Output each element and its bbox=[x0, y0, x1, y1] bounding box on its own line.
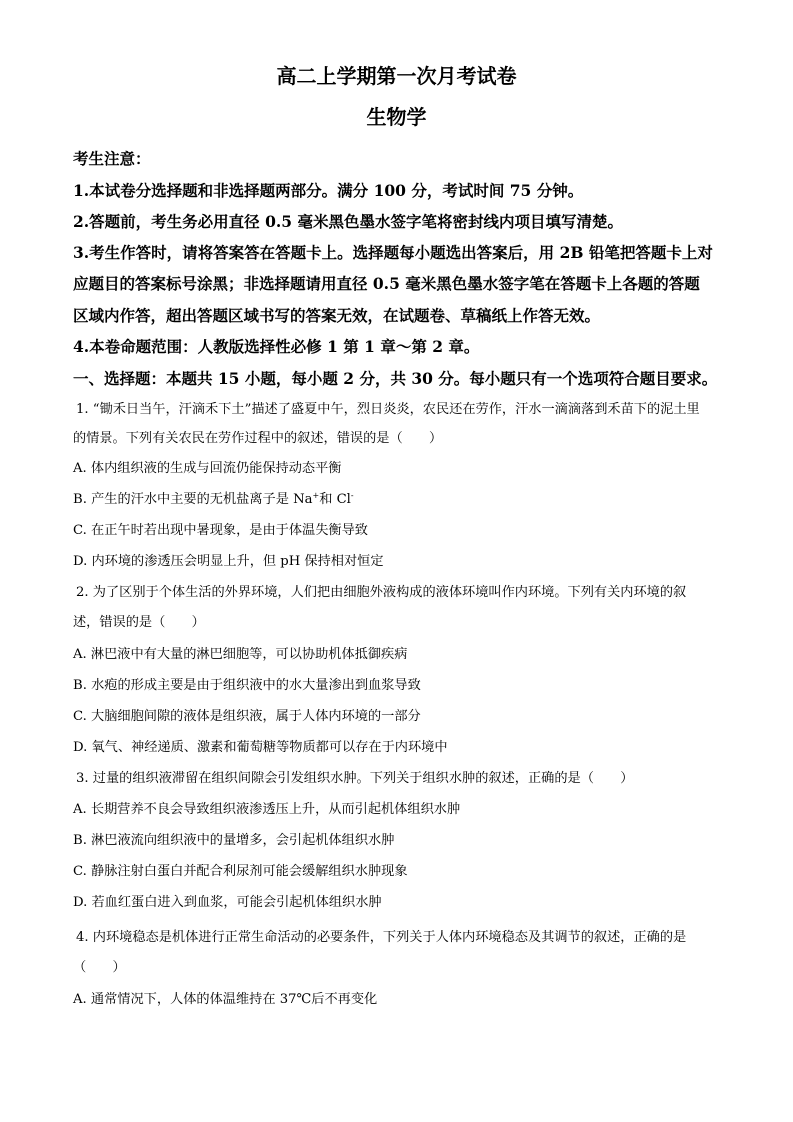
question-4-stem-cont: （ ） bbox=[73, 960, 126, 975]
notice-item-3-cont: 应题目的答案标号涂黑；非选择题请用直径 0.5 毫米黑色墨水签字笔在答题卡上各题的答题 bbox=[73, 274, 700, 293]
question-2-stem-cont: 述，错误的是（ ） bbox=[73, 615, 205, 630]
question-2-option-b: B. 水疱的形成主要是由于组织液中的水大量渗出到血浆导致 bbox=[73, 678, 421, 693]
question-2-option-d: D. 氧气、神经递质、激素和葡萄糖等物质都可以存在于内环境中 bbox=[73, 740, 448, 755]
notice-heading: 考生注意： bbox=[73, 149, 151, 168]
section-heading: 一、选择题：本题共 15 小题，每小题 2 分，共 30 分。每小题只有一个选项符合题目要求。 bbox=[73, 369, 718, 388]
question-3-option-a: A. 长期营养不良会导致组织液渗透压上升，从而引起机体组织水肿 bbox=[73, 802, 461, 817]
notice-item-2: 2.答题前，考生务必用直径 0.5 毫米黑色墨水签字笔将密封线内项目填写清楚。 bbox=[73, 212, 623, 231]
question-2-option-c: C. 大脑细胞间隙的液体是组织液，属于人体内环境的一部分 bbox=[73, 709, 421, 724]
notice-item-3-cont2: 区域内作答，超出答题区域书写的答案无效，在试题卷、草稿纸上作答无效。 bbox=[73, 306, 601, 325]
option-b-text: B. 产生的汗水中主要的无机盐离子是 Na bbox=[73, 492, 313, 507]
exam-title: 高二上学期第一次月考试卷 bbox=[276, 64, 517, 88]
question-3-option-c: C. 静脉注射白蛋白并配合利尿剂可能会缓解组织水肿现象 bbox=[73, 864, 408, 879]
question-4-option-a: A. 通常情况下，人体的体温维持在 37℃后不再变化 bbox=[73, 992, 378, 1007]
notice-item-1: 1.本试卷分选择题和非选择题两部分。满分 100 分，考试时间 75 分钟。 bbox=[73, 181, 584, 200]
question-1-option-d: D. 内环境的渗透压会明显上升，但 pH 保持相对恒定 bbox=[73, 554, 384, 569]
question-1-stem: 1. “锄禾日当午，汗滴禾下土”描述了盛夏中午，烈日炎炎，农民还在劳作，汗水一滴滴落到禾苗下的泥土里 bbox=[76, 402, 700, 417]
question-1-option-a: A. 体内组织液的生成与回流仍能保持动态平衡 bbox=[73, 461, 342, 476]
question-1-option-b bbox=[73, 490, 728, 510]
option-b-mid: 和 Cl bbox=[319, 492, 351, 507]
notice-item-3: 3.考生作答时，请将答案答在答题卡上。选择题每小题选出答案后，用 2B 铅笔把答题卡上对 bbox=[73, 243, 713, 262]
question-3-option-d: D. 若血红蛋白进入到血浆，可能会引起机体组织水肿 bbox=[73, 895, 382, 910]
question-1-stem-cont: 的情景。下列有关农民在劳作过程中的叙述，错误的是（ ） bbox=[73, 431, 443, 446]
question-4-stem: 4. 内环境稳态是机体进行正常生命活动的必要条件，下列关于人体内环境稳态及其调节的叙述，正确的是 bbox=[76, 930, 687, 945]
chloride-charge: - bbox=[350, 491, 354, 500]
question-3-option-b: B. 淋巴液流向组织液中的量增多，会引起机体组织水肿 bbox=[73, 833, 395, 848]
question-2-stem: 2. 为了区别于个体生活的外界环境，人们把由细胞外液构成的液体环境叫作内环境。下列有关内环境的叙 bbox=[76, 585, 687, 600]
question-1-option-c: C. 在正午时若出现中暑现象，是由于体温失衡导致 bbox=[73, 523, 368, 538]
subject-title: 生物学 bbox=[366, 105, 427, 129]
sodium-charge: + bbox=[312, 491, 320, 500]
question-2-option-a: A. 淋巴液中有大量的淋巴细胞等，可以协助机体抵御疾病 bbox=[73, 647, 408, 662]
notice-item-4: 4.本卷命题范围：人教版选择性必修 1 第 1 章～第 2 章。 bbox=[73, 337, 480, 356]
question-3-stem: 3. 过量的组织液滞留在组织间隙会引发组织水肿。下列关于组织水肿的叙述，正确的是（ ） bbox=[76, 771, 634, 786]
